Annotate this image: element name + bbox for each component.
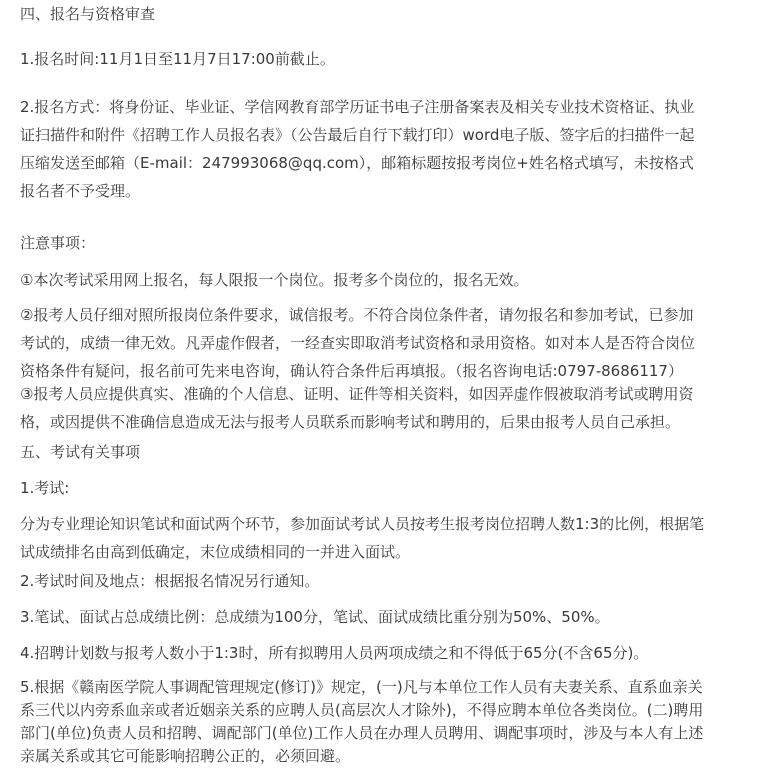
avoidance-rule — [20, 676, 758, 768]
section-5-heading: 五、考试有关事项 — [20, 443, 141, 461]
exam-description — [20, 510, 758, 566]
exam-description-line: 试成绩排名由高到低确定，末位成绩相同的一并进入面试。 — [20, 543, 411, 561]
registration-method — [20, 93, 758, 205]
notice-item-2-line: 考试的，成绩一律无效。凡弄虚作假者，一经查实即取消考试资格和录用资格。如对本人是否符合岗位 — [20, 334, 696, 352]
notice-item-3-line: 格，或因提供不准确信息造成无法与报考人员联系而影响考试和聘用的，后果由报考人员自己承担。 — [20, 413, 681, 431]
section-4-heading: 四、报名与资格审查 — [20, 5, 156, 23]
registration-time: 1.报名时间:11月1日至11月7日17:00前截止。 — [20, 50, 335, 68]
exam-description-line: 分为专业理论知识笔试和面试两个环节，参加面试考试人员按考生报考岗位招聘人数1:3的比例，根据笔 — [20, 515, 705, 533]
notice-item-2-line: ②报考人员仔细对照所报岗位条件要求，诚信报考。不符合岗位条件者，请勿报名和参加考试，已参加 — [20, 306, 694, 324]
notice-title: 注意事项： — [20, 234, 96, 252]
hiring-ratio-rule: 4.招聘计划数与报考人数小于1:3时，所有拟聘用人员两项成绩之和不得低于65分(不含65分)。 — [20, 644, 649, 662]
exam-time-location: 2.考试时间及地点：根据报名情况另行通知。 — [20, 572, 320, 590]
notice-item-3 — [20, 380, 758, 436]
registration-method-line: 报名者不予受理。 — [20, 182, 141, 200]
avoidance-rule-line: 5.根据《赣南医学院人事调配管理规定(修订)》规定，(一)凡与本单位工作人员有夫妻关系、直系血亲关 — [20, 678, 703, 696]
notice-item-3-line: ③报考人员应提供真实、准确的个人信息、证明、证件等相关资料，如因弄虚作假被取消考试或聘用资 — [20, 385, 694, 403]
exam-title: 1.考试: — [20, 479, 70, 497]
notice-item-2 — [20, 301, 758, 385]
notice-item-1: ①本次考试采用网上报名，每人限报一个岗位。报考多个岗位的，报名无效。 — [20, 271, 529, 289]
score-ratio: 3.笔试、面试占总成绩比例：总成绩为100分，笔试、面试成绩比重分别为50%、50%。 — [20, 608, 610, 626]
registration-method-line: 压缩发送至邮箱（E-mail：247993068@qq.com），邮箱标题按报考岗位+姓名格式填写，未按格式 — [20, 154, 694, 172]
registration-method-line: 证扫描件和附件《招聘工作人员报名表》（公告最后自行下载打印）word电子版、签字后的扫描件一起 — [20, 126, 695, 144]
registration-method-line: 2.报名方式：将身份证、毕业证、学信网教育部学历证书电子注册备案表及相关专业技术资格证、执业 — [20, 98, 695, 116]
avoidance-rule-line: 亲属关系或其它可能影响招聘公正的，必须回避。 — [20, 747, 351, 765]
avoidance-rule-line: 部门(单位)负责人员和招聘、调配部门(单位)工作人员在办理人员聘用、调配事项时，涉及与本人有上述 — [20, 724, 704, 742]
avoidance-rule-line: 系三代以内旁系血亲或者近姻亲关系的应聘人员(高层次人才除外)，不得应聘本单位各类岗位。(二)聘用 — [20, 701, 704, 719]
notice-item-2-line: 资格条件有疑问，报名前可先来电咨询，确认符合条件后再填报。（报名咨询电话:0797-8686117） — [20, 362, 683, 380]
